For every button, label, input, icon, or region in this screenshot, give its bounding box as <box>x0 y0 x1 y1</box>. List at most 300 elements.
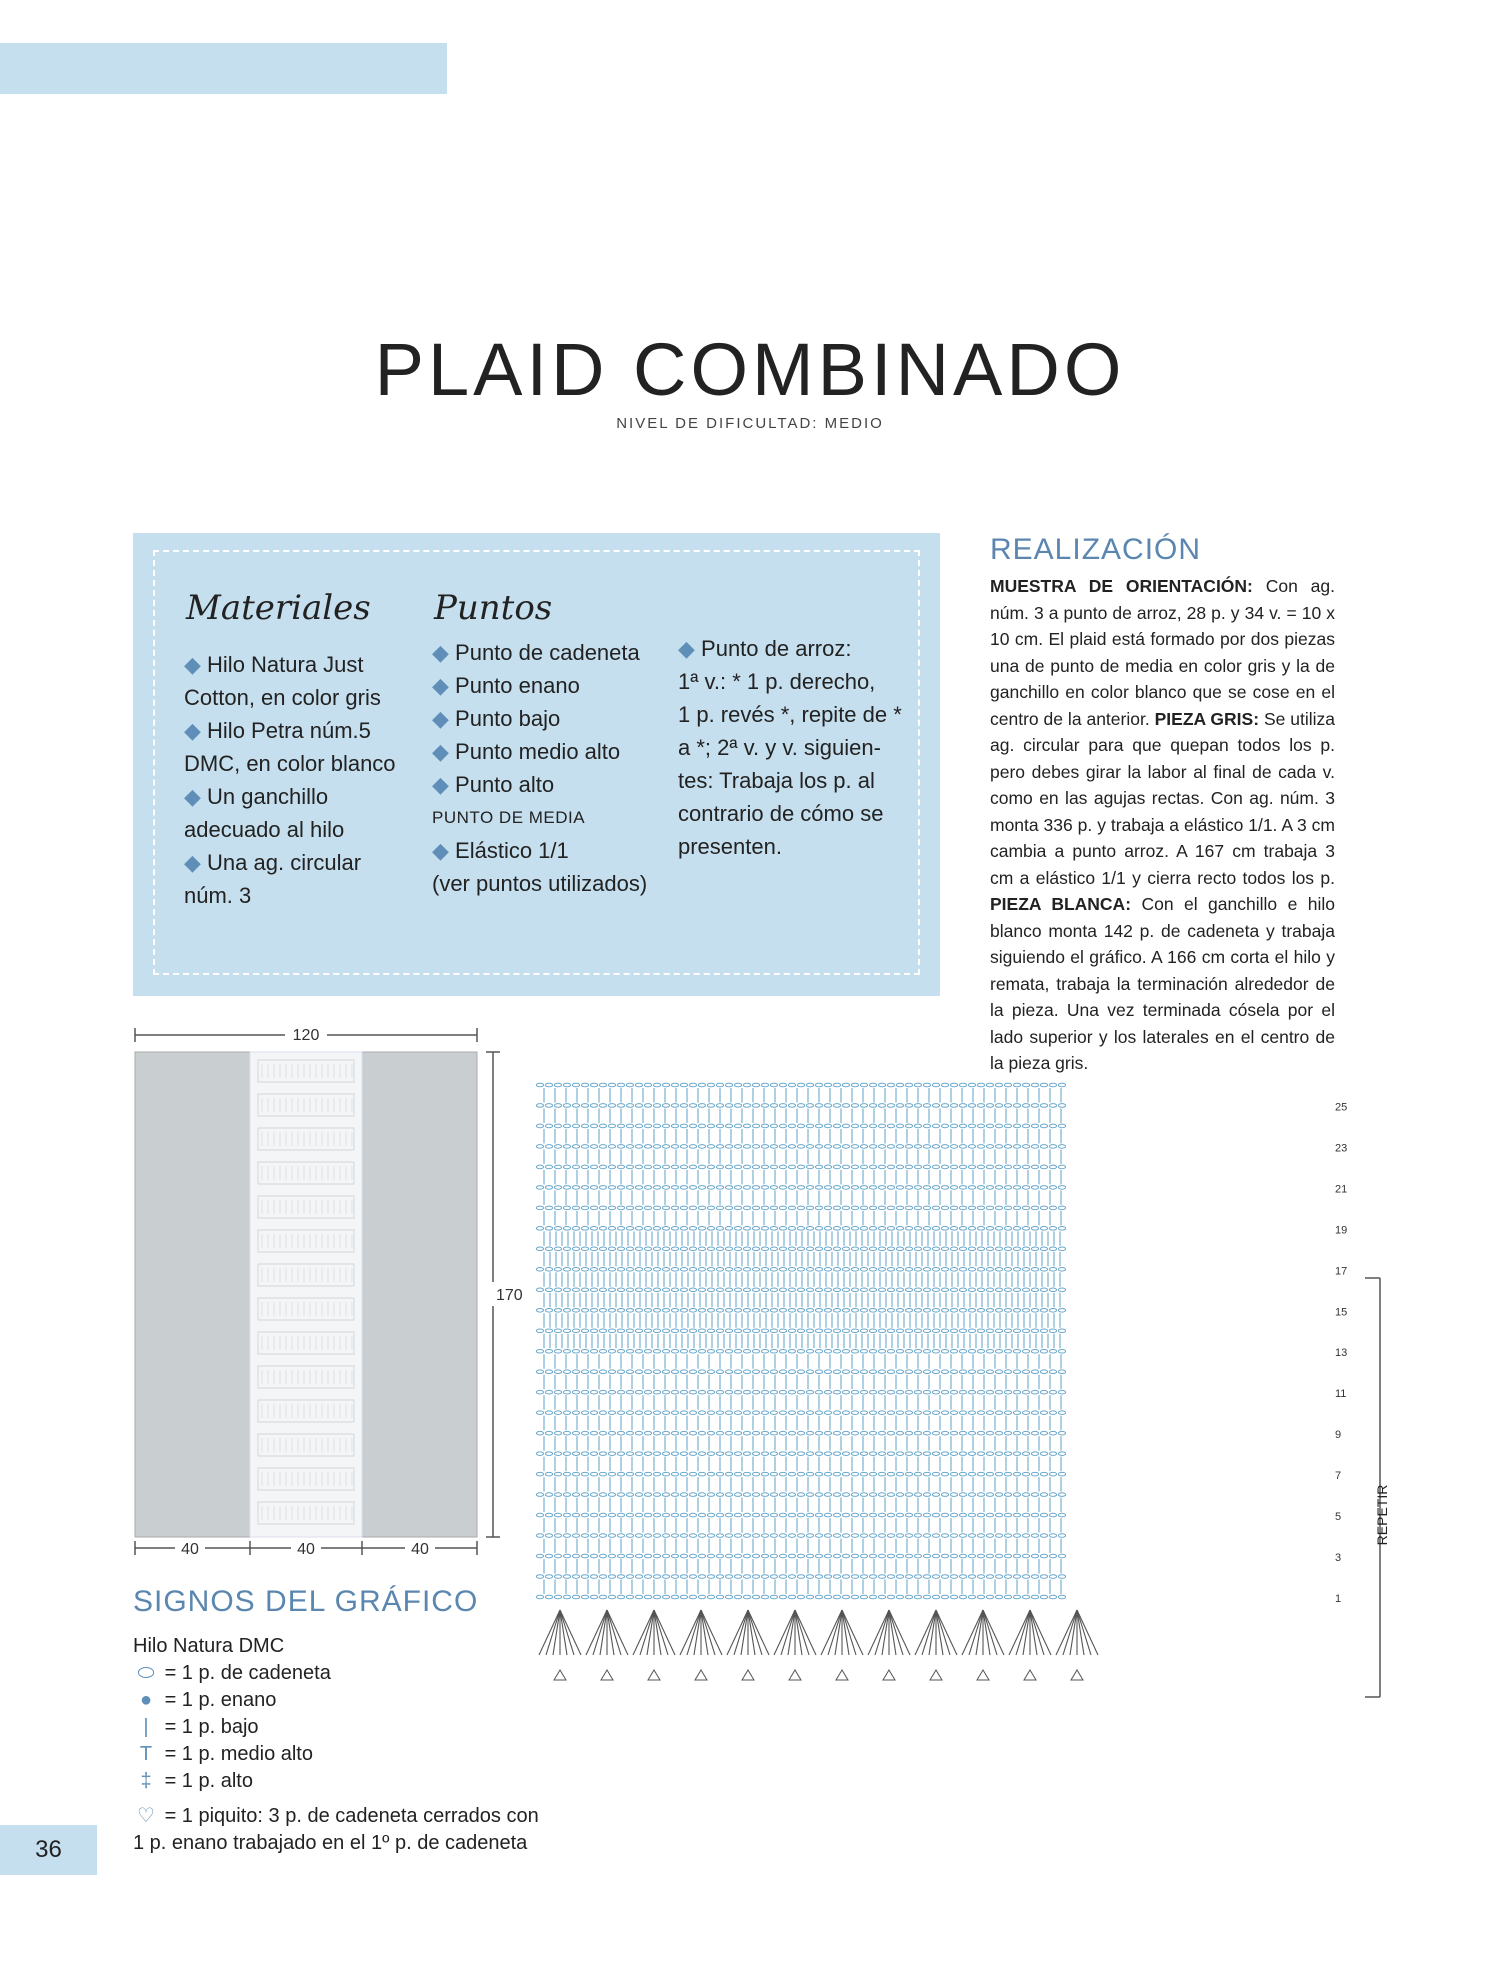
chain-stitch <box>617 1431 624 1435</box>
chain-stitch <box>788 1493 795 1497</box>
chain-stitch <box>959 1595 966 1599</box>
chain-stitch <box>743 1452 750 1456</box>
chain-stitch <box>635 1513 642 1517</box>
chain-stitch <box>761 1247 768 1251</box>
chain-stitch <box>824 1308 831 1312</box>
chain-stitch <box>1031 1308 1038 1312</box>
chain-stitch <box>824 1186 831 1190</box>
chain-stitch <box>887 1308 894 1312</box>
chain-stitch <box>1049 1165 1056 1169</box>
chain-stitch <box>572 1247 579 1251</box>
chain-stitch <box>554 1104 561 1108</box>
chain-stitch <box>554 1472 561 1476</box>
chain-stitch <box>680 1349 687 1353</box>
chain-stitch <box>644 1513 651 1517</box>
chain-stitch <box>923 1554 930 1558</box>
chain-stitch <box>581 1124 588 1128</box>
chain-stitch <box>995 1472 1002 1476</box>
chain-stitch <box>1022 1083 1029 1087</box>
chain-stitch <box>536 1124 543 1128</box>
chain-stitch <box>635 1268 642 1272</box>
chain-stitch <box>815 1370 822 1374</box>
chain-stitch <box>662 1575 669 1579</box>
chain-stitch <box>752 1186 759 1190</box>
chain-stitch <box>842 1308 849 1312</box>
chain-stitch <box>815 1186 822 1190</box>
chain-stitch <box>941 1431 948 1435</box>
chain-stitch <box>869 1308 876 1312</box>
chart-row <box>536 1390 1065 1409</box>
chain-stitch <box>896 1206 903 1210</box>
chain-stitch <box>1013 1493 1020 1497</box>
chain-stitch <box>950 1124 957 1128</box>
chain-stitch <box>644 1349 651 1353</box>
chain-stitch <box>1049 1431 1056 1435</box>
chain-stitch <box>824 1145 831 1149</box>
signs-legend <box>133 1633 553 1857</box>
chain-stitch <box>617 1104 624 1108</box>
chain-stitch <box>896 1452 903 1456</box>
chain-stitch <box>581 1575 588 1579</box>
materials-item: ◆ Un ganchillo <box>184 784 329 809</box>
chain-stitch <box>797 1452 804 1456</box>
chain-stitch <box>761 1165 768 1169</box>
chain-stitch <box>986 1472 993 1476</box>
chain-stitch <box>977 1186 984 1190</box>
chain-stitch <box>770 1288 777 1292</box>
chain-stitch <box>1004 1534 1011 1538</box>
chain-stitch <box>725 1206 732 1210</box>
chain-stitch <box>590 1554 597 1558</box>
legend-item: ‡ = 1 p. alto <box>133 1768 553 1795</box>
chain-stitch <box>851 1349 858 1353</box>
chain-stitch <box>725 1308 732 1312</box>
chain-stitch <box>671 1390 678 1394</box>
chain-stitch <box>563 1288 570 1292</box>
chain-stitch <box>815 1349 822 1353</box>
chain-stitch <box>554 1145 561 1149</box>
chain-stitch <box>968 1534 975 1538</box>
chain-stitch <box>977 1554 984 1558</box>
chain-stitch <box>950 1247 957 1251</box>
chain-stitch <box>590 1083 597 1087</box>
chain-stitch <box>680 1431 687 1435</box>
chain-stitch <box>1022 1554 1029 1558</box>
chain-stitch <box>716 1083 723 1087</box>
chain-stitch <box>779 1104 786 1108</box>
chain-stitch <box>581 1513 588 1517</box>
chain-stitch <box>653 1145 660 1149</box>
chain-stitch <box>932 1165 939 1169</box>
chain-stitch <box>851 1083 858 1087</box>
chain-stitch <box>608 1472 615 1476</box>
chain-stitch <box>932 1145 939 1149</box>
chain-stitch <box>905 1390 912 1394</box>
chain-stitch <box>698 1595 705 1599</box>
chain-stitch <box>995 1104 1002 1108</box>
chain-stitch <box>1058 1145 1065 1149</box>
chain-stitch <box>923 1329 930 1333</box>
chain-stitch <box>680 1104 687 1108</box>
chain-stitch <box>797 1206 804 1210</box>
chain-stitch <box>581 1165 588 1169</box>
chain-stitch <box>662 1165 669 1169</box>
chain-stitch <box>950 1452 957 1456</box>
chain-stitch <box>635 1227 642 1231</box>
chain-stitch <box>968 1227 975 1231</box>
chain-stitch <box>590 1124 597 1128</box>
chain-stitch <box>743 1247 750 1251</box>
chain-stitch <box>797 1390 804 1394</box>
chain-stitch <box>1013 1247 1020 1251</box>
chain-stitch <box>824 1554 831 1558</box>
chain-stitch <box>590 1534 597 1538</box>
chain-stitch <box>887 1513 894 1517</box>
chain-stitch <box>923 1472 930 1476</box>
chain-stitch <box>995 1370 1002 1374</box>
chain-stitch <box>545 1575 552 1579</box>
materials-item: adecuado al hilo <box>184 817 345 842</box>
chain-stitch <box>554 1349 561 1353</box>
chain-stitch <box>1049 1575 1056 1579</box>
chain-stitch <box>896 1227 903 1231</box>
chain-stitch <box>761 1513 768 1517</box>
chain-stitch <box>1049 1513 1056 1517</box>
chain-stitch <box>932 1247 939 1251</box>
chain-stitch <box>761 1268 768 1272</box>
chain-stitch <box>977 1513 984 1517</box>
chain-stitch <box>896 1554 903 1558</box>
chain-stitch <box>680 1370 687 1374</box>
chain-stitch <box>806 1329 813 1333</box>
chain-stitch <box>1031 1247 1038 1251</box>
chain-stitch <box>770 1349 777 1353</box>
chain-stitch <box>716 1206 723 1210</box>
chain-stitch <box>725 1165 732 1169</box>
chain-stitch <box>1040 1349 1047 1353</box>
chain-stitch <box>806 1227 813 1231</box>
chain-stitch <box>536 1472 543 1476</box>
chain-stitch <box>572 1083 579 1087</box>
chain-stitch <box>671 1104 678 1108</box>
chain-stitch <box>1058 1513 1065 1517</box>
chain-stitch <box>653 1104 660 1108</box>
chain-stitch <box>1049 1329 1056 1333</box>
chain-stitch <box>707 1534 714 1538</box>
chain-stitch <box>716 1186 723 1190</box>
chain-stitch <box>932 1268 939 1272</box>
chain-stitch <box>986 1227 993 1231</box>
chain-stitch <box>815 1595 822 1599</box>
chain-stitch <box>1013 1452 1020 1456</box>
chain-stitch <box>977 1575 984 1579</box>
chain-stitch <box>599 1308 606 1312</box>
chain-stitch <box>752 1083 759 1087</box>
chain-stitch <box>995 1390 1002 1394</box>
chain-stitch <box>887 1370 894 1374</box>
chain-stitch <box>635 1554 642 1558</box>
chain-stitch <box>698 1349 705 1353</box>
chain-stitch <box>860 1370 867 1374</box>
chain-stitch <box>689 1554 696 1558</box>
chain-stitch <box>1013 1390 1020 1394</box>
chain-stitch <box>788 1452 795 1456</box>
chain-stitch <box>887 1349 894 1353</box>
row-number-right: 25 <box>1335 1101 1348 1114</box>
chain-stitch <box>959 1390 966 1394</box>
chain-stitch <box>734 1206 741 1210</box>
chain-stitch <box>914 1349 921 1353</box>
chain-stitch <box>1013 1534 1020 1538</box>
chain-stitch <box>734 1452 741 1456</box>
chain-stitch <box>833 1575 840 1579</box>
chain-stitch <box>860 1513 867 1517</box>
chain-stitch <box>572 1145 579 1149</box>
chain-stitch <box>734 1411 741 1415</box>
chain-stitch <box>896 1534 903 1538</box>
diamond-bullet-icon: ◆ <box>678 636 702 661</box>
chain-stitch <box>761 1554 768 1558</box>
chain-stitch <box>761 1329 768 1333</box>
chain-stitch <box>968 1595 975 1599</box>
chain-stitch <box>554 1124 561 1128</box>
chain-stitch <box>896 1411 903 1415</box>
chain-stitch <box>986 1595 993 1599</box>
chain-stitch <box>788 1472 795 1476</box>
chain-stitch <box>950 1349 957 1353</box>
chain-stitch <box>824 1452 831 1456</box>
chain-stitch <box>806 1247 813 1251</box>
chain-stitch <box>626 1206 633 1210</box>
chain-stitch <box>779 1411 786 1415</box>
chain-stitch <box>914 1186 921 1190</box>
points-item: ◆ Punto bajo <box>432 706 561 731</box>
chain-stitch <box>716 1575 723 1579</box>
chain-stitch <box>617 1186 624 1190</box>
chain-stitch <box>599 1083 606 1087</box>
chain-stitch <box>869 1227 876 1231</box>
chain-stitch <box>932 1329 939 1333</box>
chain-stitch <box>761 1452 768 1456</box>
chain-stitch <box>743 1124 750 1128</box>
chain-stitch <box>707 1104 714 1108</box>
chain-stitch <box>653 1534 660 1538</box>
diamond-bullet-icon: ◆ <box>184 718 208 743</box>
chain-stitch <box>770 1145 777 1149</box>
chain-stitch <box>1004 1513 1011 1517</box>
chain-stitch <box>1013 1124 1020 1128</box>
chain-stitch <box>1058 1554 1065 1558</box>
chain-stitch <box>869 1513 876 1517</box>
chain-stitch <box>869 1268 876 1272</box>
chain-stitch <box>608 1104 615 1108</box>
chain-stitch <box>536 1247 543 1251</box>
chain-stitch <box>977 1165 984 1169</box>
chain-stitch <box>977 1083 984 1087</box>
chain-stitch <box>905 1288 912 1292</box>
chain-stitch <box>986 1452 993 1456</box>
chain-stitch <box>914 1452 921 1456</box>
crochet-chart <box>535 1065 1415 1905</box>
chain-stitch <box>950 1268 957 1272</box>
chain-stitch <box>707 1411 714 1415</box>
chain-stitch <box>716 1513 723 1517</box>
chain-stitch <box>1004 1390 1011 1394</box>
chain-stitch <box>536 1554 543 1558</box>
chain-stitch <box>788 1104 795 1108</box>
chain-stitch <box>1004 1083 1011 1087</box>
chain-stitch <box>545 1431 552 1435</box>
chain-stitch <box>896 1329 903 1333</box>
chain-stitch <box>1058 1349 1065 1353</box>
chain-stitch <box>887 1227 894 1231</box>
chart-row <box>536 1452 1065 1471</box>
chain-stitch <box>581 1472 588 1476</box>
chain-stitch <box>842 1186 849 1190</box>
chain-stitch <box>707 1390 714 1394</box>
chain-stitch <box>878 1165 885 1169</box>
chain-stitch <box>833 1186 840 1190</box>
chain-stitch <box>941 1329 948 1333</box>
chain-stitch <box>887 1145 894 1149</box>
chain-stitch <box>617 1268 624 1272</box>
chain-stitch <box>797 1227 804 1231</box>
chain-stitch <box>698 1186 705 1190</box>
chain-stitch <box>1013 1349 1020 1353</box>
chain-stitch <box>590 1227 597 1231</box>
chain-stitch <box>986 1329 993 1333</box>
chain-stitch <box>617 1370 624 1374</box>
chain-stitch <box>887 1104 894 1108</box>
chain-stitch <box>752 1268 759 1272</box>
chain-stitch <box>896 1104 903 1108</box>
chain-stitch <box>662 1390 669 1394</box>
chain-stitch <box>689 1431 696 1435</box>
chain-stitch <box>815 1513 822 1517</box>
chain-stitch <box>590 1431 597 1435</box>
chain-stitch <box>725 1329 732 1333</box>
chain-stitch <box>698 1452 705 1456</box>
chain-stitch <box>662 1247 669 1251</box>
chain-stitch <box>842 1227 849 1231</box>
chain-stitch <box>806 1370 813 1374</box>
chain-stitch <box>536 1308 543 1312</box>
chain-stitch <box>986 1349 993 1353</box>
chain-stitch <box>833 1472 840 1476</box>
chain-stitch <box>797 1288 804 1292</box>
chain-stitch <box>599 1595 606 1599</box>
chain-stitch <box>977 1370 984 1374</box>
chain-stitch <box>941 1554 948 1558</box>
chain-stitch <box>698 1247 705 1251</box>
chain-stitch <box>545 1104 552 1108</box>
chain-stitch <box>806 1288 813 1292</box>
chain-stitch <box>1058 1411 1065 1415</box>
chain-stitch <box>617 1452 624 1456</box>
chain-stitch <box>698 1411 705 1415</box>
chain-stitch <box>725 1083 732 1087</box>
chain-stitch <box>581 1390 588 1394</box>
chain-stitch <box>1013 1288 1020 1292</box>
chain-stitch <box>536 1329 543 1333</box>
chain-stitch <box>725 1145 732 1149</box>
chain-stitch <box>833 1390 840 1394</box>
chain-stitch <box>860 1227 867 1231</box>
chain-stitch <box>851 1165 858 1169</box>
chain-stitch <box>842 1165 849 1169</box>
chain-stitch <box>743 1186 750 1190</box>
chain-stitch <box>896 1308 903 1312</box>
chain-stitch <box>698 1083 705 1087</box>
chain-stitch <box>833 1227 840 1231</box>
chain-stitch <box>563 1227 570 1231</box>
materials-heading: Materiales <box>186 588 371 628</box>
chain-stitch <box>653 1268 660 1272</box>
chain-stitch <box>842 1329 849 1333</box>
plaid-schematic <box>125 1020 525 1590</box>
chain-stitch <box>581 1349 588 1353</box>
chain-stitch <box>995 1452 1002 1456</box>
chain-stitch <box>608 1227 615 1231</box>
chain-stitch <box>923 1124 930 1128</box>
chain-stitch <box>635 1452 642 1456</box>
chain-stitch <box>1049 1349 1056 1353</box>
chain-stitch <box>671 1083 678 1087</box>
chain-stitch <box>842 1472 849 1476</box>
chain-stitch <box>563 1554 570 1558</box>
chain-stitch <box>689 1083 696 1087</box>
chain-stitch <box>923 1268 930 1272</box>
chain-stitch <box>833 1534 840 1538</box>
chain-stitch <box>572 1513 579 1517</box>
chain-stitch <box>977 1595 984 1599</box>
chain-stitch <box>878 1554 885 1558</box>
chain-stitch <box>941 1575 948 1579</box>
chart-row <box>536 1411 1065 1430</box>
row-number-right: 11 <box>1335 1388 1347 1401</box>
chain-stitch <box>1013 1431 1020 1435</box>
chain-stitch <box>554 1247 561 1251</box>
chain-stitch <box>626 1595 633 1599</box>
chart-row <box>536 1493 1065 1512</box>
diamond-bullet-icon: ◆ <box>432 673 456 698</box>
chart-row <box>536 1104 1065 1123</box>
chain-stitch <box>932 1349 939 1353</box>
chain-stitch <box>608 1349 615 1353</box>
chain-stitch <box>851 1145 858 1149</box>
chain-stitch <box>1004 1247 1011 1251</box>
chain-stitch <box>1022 1493 1029 1497</box>
chain-stitch <box>887 1206 894 1210</box>
chain-stitch <box>644 1554 651 1558</box>
chain-stitch <box>770 1083 777 1087</box>
chain-stitch <box>707 1206 714 1210</box>
chain-stitch <box>1049 1288 1056 1292</box>
chain-stitch <box>986 1493 993 1497</box>
chain-stitch <box>1013 1554 1020 1558</box>
chain-stitch <box>743 1493 750 1497</box>
chain-stitch <box>698 1206 705 1210</box>
chain-stitch <box>554 1575 561 1579</box>
chain-stitch <box>617 1227 624 1231</box>
chain-stitch <box>1004 1472 1011 1476</box>
chain-stitch <box>941 1534 948 1538</box>
chain-stitch <box>734 1083 741 1087</box>
chain-stitch <box>563 1165 570 1169</box>
chain-stitch <box>959 1493 966 1497</box>
chain-stitch <box>599 1472 606 1476</box>
chain-stitch <box>653 1165 660 1169</box>
